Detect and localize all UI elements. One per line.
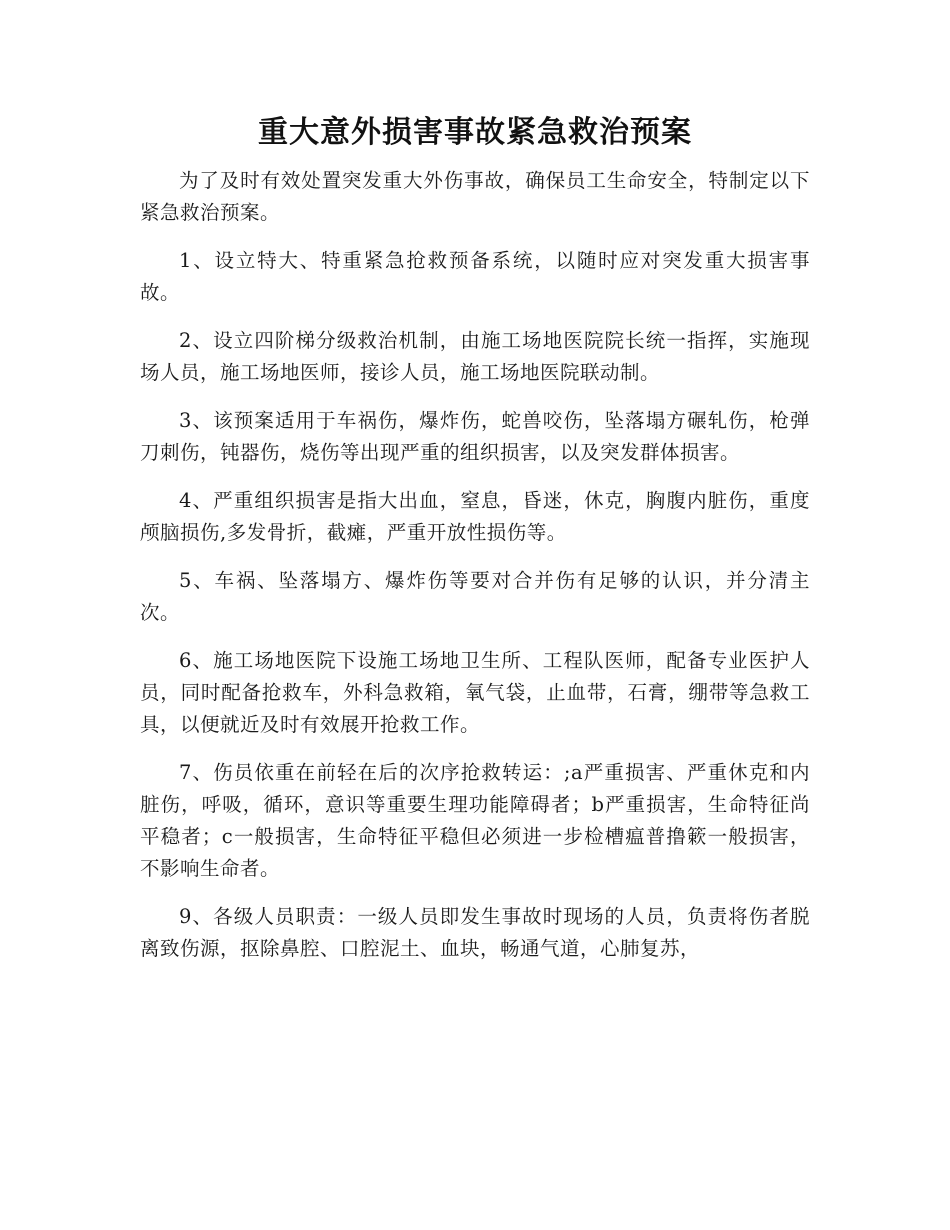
document-body bbox=[140, 165, 810, 965]
paragraph-item-5: 5、车祸、坠落塌方、爆炸伤等要对合并伤有足够的认识，并分清主次。 bbox=[140, 569, 810, 624]
paragraph-item-6: 6、施工场地医院下设施工场地卫生所、工程队医师，配备专业医护人员，同时配备抢救车，外科急救箱，氧气袋，止血带，石膏，绷带等急救工具，以便就近及时有效展开抢救工作。 bbox=[140, 649, 810, 736]
paragraph-item-3: 3、该预案适用于车祸伤，爆炸伤，蛇兽咬伤，坠落塌方碾轧伤，枪弹刀刺伤，钝器伤，烧伤等出现严重的组织损害，以及突发群体损害。 bbox=[140, 409, 810, 464]
intro-paragraph: 为了及时有效处置突发重大外伤事故，确保员工生命安全，特制定以下紧急救治预案。 bbox=[140, 169, 810, 224]
paragraph-item-9: 9、各级人员职责：一级人员即发生事故时现场的人员，负责将伤者脱离致伤源，抠除鼻腔、口腔泥土、血块，畅通气道，心肺复苏， bbox=[140, 905, 810, 960]
document-page bbox=[140, 0, 810, 1230]
paragraph-item-2: 2、设立四阶梯分级救治机制，由施工场地医院院长统一指挥，实施现场人员，施工场地医师，接诊人员，施工场地医院联动制。 bbox=[140, 329, 810, 384]
document-title: 重大意外损害事故紧急救治预案 bbox=[258, 115, 692, 150]
paragraph-item-7: 7、伤员依重在前轻在后的次序抢救转运：;a严重损害、严重休克和内脏伤，呼吸，循环，意识等重要生理功能障碍者；b严重损害，生命特征尚平稳者；c一般损害，生命特征平稳但必须进一步检槽瘟普撸簌一般损害，不影响生命者。 bbox=[140, 761, 810, 880]
paragraph-item-1: 1、设立特大、特重紧急抢救预备系统，以随时应对突发重大损害事故。 bbox=[140, 249, 810, 304]
paragraph-item-4: 4、严重组织损害是指大出血，窒息，昏迷，休克，胸腹内脏伤，重度颅脑损伤,多发骨折，截瘫，严重开放性损伤等。 bbox=[140, 489, 810, 544]
